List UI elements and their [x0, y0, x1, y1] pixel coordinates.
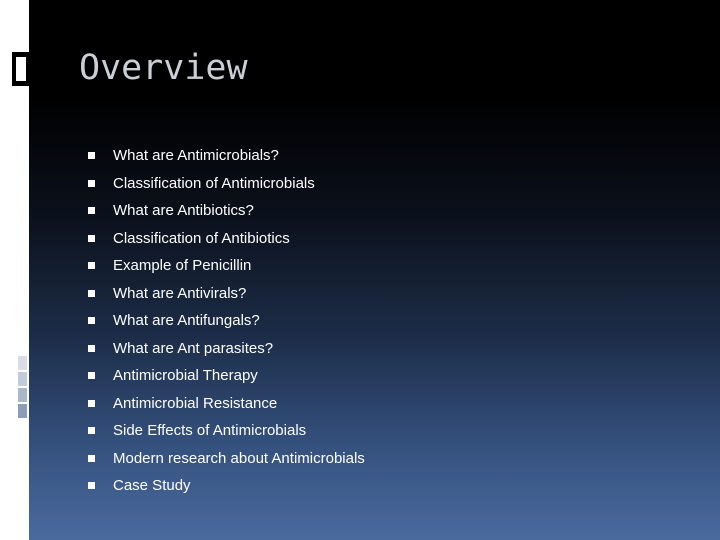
- square-bullet-icon: [88, 400, 95, 407]
- square-bullet-icon: [88, 152, 95, 159]
- bullet-item: [88, 170, 365, 198]
- square-bullet-icon: [88, 482, 95, 489]
- bullet-list: [88, 142, 365, 500]
- bullet-item: [88, 142, 365, 170]
- square-bullet-icon: [88, 427, 95, 434]
- square-bullet-icon: [88, 262, 95, 269]
- square-bullet-icon: [88, 317, 95, 324]
- bullet-item: [88, 445, 365, 473]
- bullet-item: [88, 472, 365, 500]
- bullet-item: [88, 417, 365, 445]
- bullet-text: Classification of Antimicrobials: [113, 174, 315, 192]
- bullet-item: [88, 390, 365, 418]
- bullet-item: [88, 225, 365, 253]
- square-bullet-icon: [88, 455, 95, 462]
- side-stripe-4: [18, 404, 27, 418]
- bullet-text: Example of Penicillin: [113, 257, 252, 275]
- side-stripe-2: [18, 372, 27, 386]
- bullet-text: Classification of Antibiotics: [113, 229, 290, 247]
- side-stripe-1: [18, 356, 27, 370]
- bullet-item: [88, 280, 365, 308]
- bullet-item: [88, 362, 365, 390]
- bullet-text: What are Antivirals?: [113, 284, 247, 302]
- bullet-item: [88, 252, 365, 280]
- square-bullet-icon: [88, 180, 95, 187]
- side-stripe-3: [18, 388, 27, 402]
- bullet-text: Side Effects of Antimicrobials: [113, 422, 307, 440]
- slide-title: Overview: [79, 48, 248, 88]
- square-bullet-icon: [88, 372, 95, 379]
- square-bullet-icon: [88, 207, 95, 214]
- bullet-item: [88, 335, 365, 363]
- bullet-text: Case Study: [113, 477, 191, 495]
- square-bullet-icon: [88, 290, 95, 297]
- square-bullet-icon: [88, 235, 95, 242]
- title-accent-inner: [16, 57, 26, 81]
- square-bullet-icon: [88, 345, 95, 352]
- bullet-text: What are Antibiotics?: [113, 202, 254, 220]
- bullet-item: [88, 307, 365, 335]
- bullet-text: Antimicrobial Resistance: [113, 394, 278, 412]
- bullet-text: What are Antimicrobials?: [113, 147, 279, 165]
- bullet-text: Antimicrobial Therapy: [113, 367, 258, 385]
- bullet-text: What are Ant parasites?: [113, 339, 274, 357]
- bullet-item: [88, 197, 365, 225]
- bullet-text: What are Antifungals?: [113, 312, 260, 330]
- bullet-text: Modern research about Antimicrobials: [113, 449, 365, 467]
